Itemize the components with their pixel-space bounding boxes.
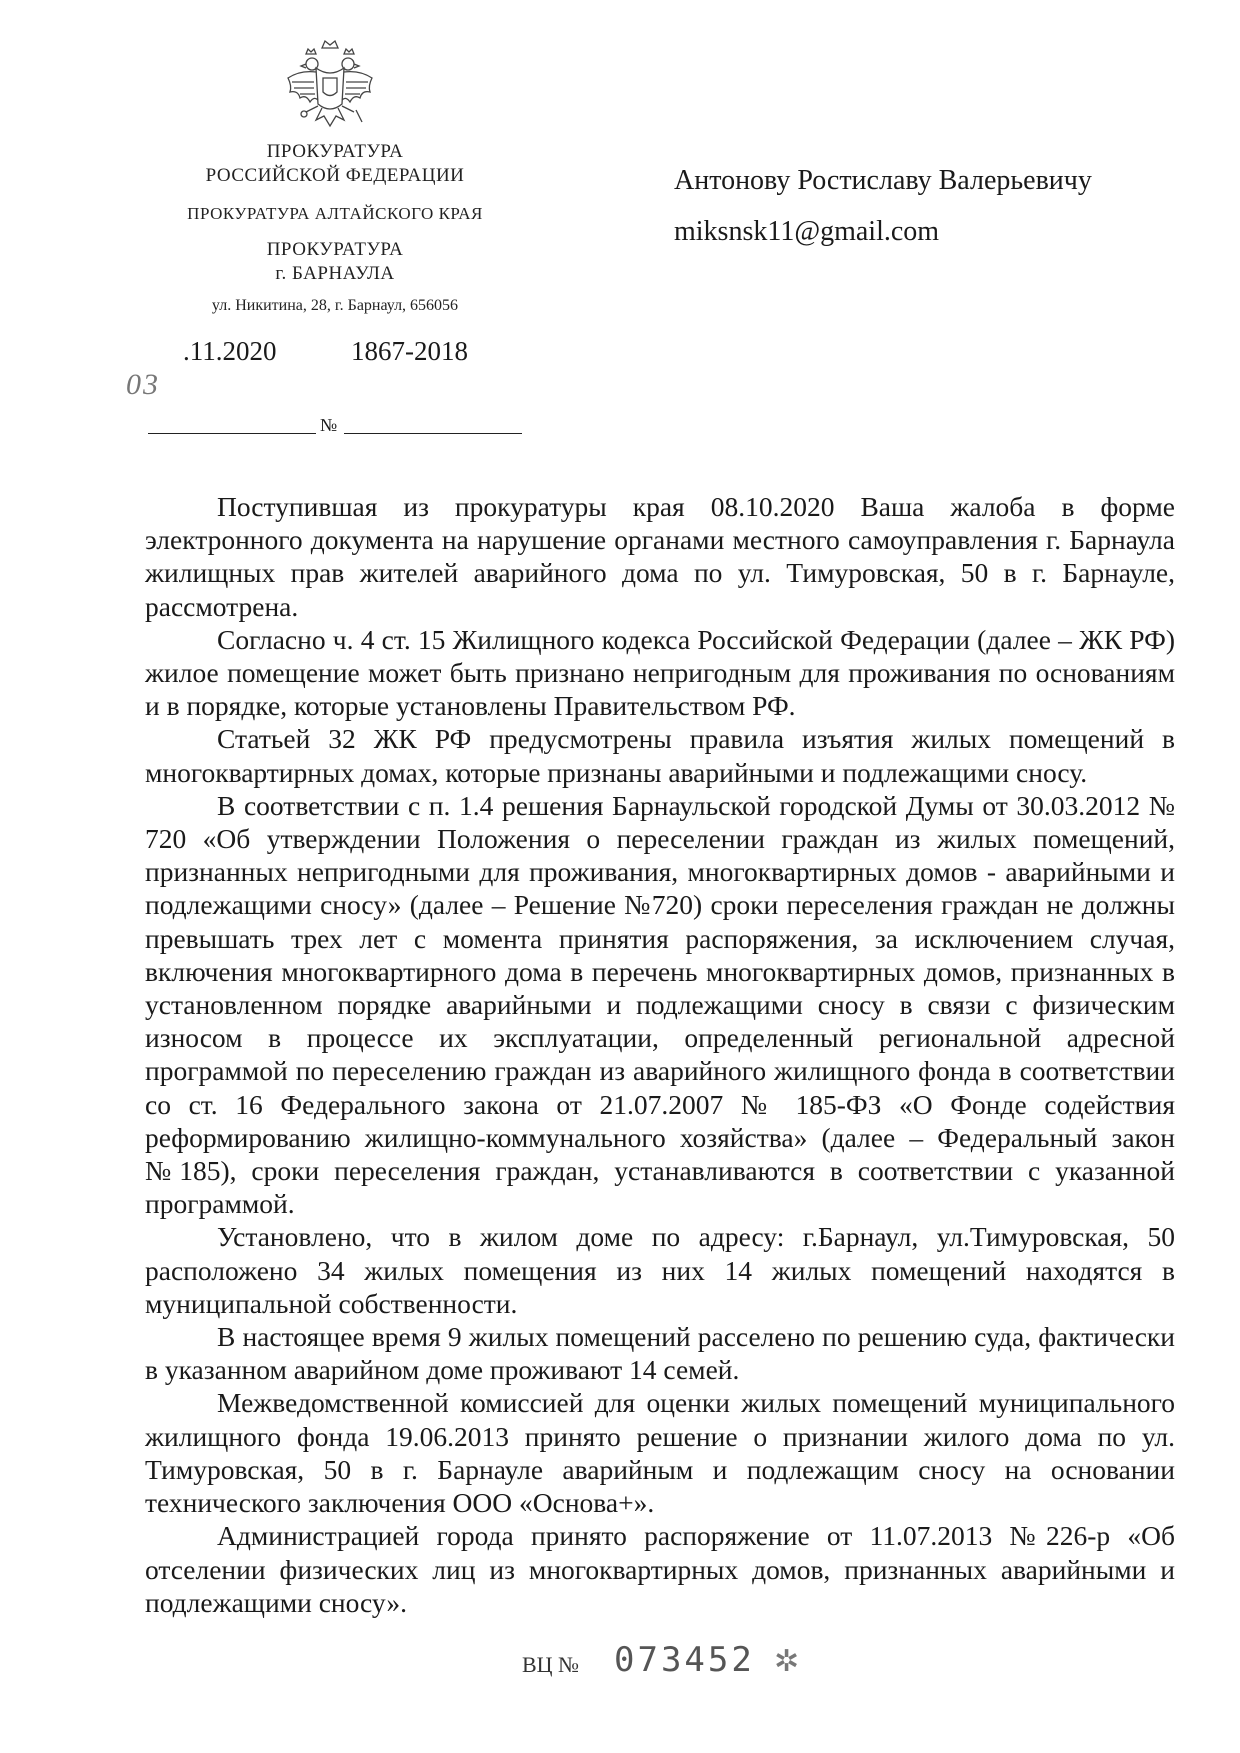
addressee-name: Антонову Ростиславу Валерьевичу [674,165,1092,196]
registration-number: 1867-2018 [351,336,468,366]
handwritten-mark: 03 [126,368,160,401]
number-line [148,408,522,436]
coat-of-arms-icon [282,34,378,138]
letter-body [145,490,1175,1619]
org-city-line-2: г. БАРНАУЛА [275,263,395,284]
document-date: .11.2020 [183,336,277,366]
snowflake-mark-icon: ✲ [774,1645,800,1678]
number-sign: № [320,415,338,435]
org-line-2: РОССИЙСКОЙ ФЕДЕРАЦИИ [205,165,465,186]
org-line-1: ПРОКУРАТУРА [266,141,404,162]
paragraph-8: Администрацией города принято распоряжение от 11.07.2013 №226-р «Об отселении физических лиц из многоквартирных домов, признанных аварийными и подлежащими сносу». [145,1520,1175,1618]
paragraph-1: Поступившая из прокуратуры края 08.10.2020 Ваша жалоба в форме электронного документа на нарушение органами местного самоуправления г. Барнаула жилищных прав жителей аварийного дома по ул. Тимуровская, 50 в г. Барнауле, рассмотрена. [145,491,1175,622]
paragraph-6: В настоящее время 9 жилых помещений расселено по решению суда, фактически в указанном аварийном доме проживают 14 семей. [145,1321,1175,1386]
serial-number: 073452 [614,1640,755,1680]
paragraph-3: Статьей 32 ЖК РФ предусмотрены правила изъятия жилых помещений в многоквартирных домах, которые признаны аварийными и подлежащими сносу. [145,723,1175,788]
serial-prefix: ВЦ № [522,1652,580,1677]
org-city-line-1: ПРОКУРАТУРА [266,239,404,260]
number-line-left [148,433,316,434]
org-name [140,140,530,188]
paragraph-2: Согласно ч. 4 ст. 15 Жилищного кодекса Российской Федерации (далее – ЖК РФ) жилое помещение может быть признано непригодным для проживания по основаниям и в порядке, которые установлены Правительством РФ. [145,623,1175,722]
paragraph-5: Установлено, что в жилом доме по адресу: г.Барнаул, ул.Тимуровская, 50 расположено 34 жилых помещения из них 14 жилых помещений находятся в муниципальной собственности. [145,1221,1175,1319]
org-region: ПРОКУРАТУРА АЛТАЙСКОГО КРАЯ [187,204,483,223]
paragraph-7: Межведомственной комиссией для оценки жилых помещений муниципального жилищного фонда 19.06.2013 принято решение о признании жилого дома по ул. Тимуровская, 50 в г. Барнауле аварийным и подлежащим сносу на основании технического заключения ООО «Основа+». [145,1387,1175,1519]
org-city [140,238,530,286]
addressee-email: miksnsk11@gmail.com [674,216,940,247]
org-address: ул. Никитина, 28, г. Барнаул, 656056 [211,297,459,314]
paragraph-4: В соответствии с п. 1.4 решения Барнаульской городской Думы от 30.03.2012 № 720 «Об утверждении Положения о переселении граждан из жилых помещений, признанных непригодными для проживания, многоквартирных домов - аварийными и подлежащими сносу» (далее – Решение №720) сроки переселения граждан не должны превышать трех лет с момента принятия распоряжения, за исключением случая, включения многоквартирного дома в перечень многоквартирных домов, признанных в установленном порядке аварийными и подлежащими сносу в связи с физическим износом в процессе их эксплуатации, определенный региональной адресной программой по переселению граждан из аварийного жилищного фонда в соответствии со ст. 16 Федерального закона от 21.07.2007 № 185-ФЗ «О Фонде содействия реформированию жилищно-коммунального хозяйства» (далее – Федеральный закон №185), сроки переселения граждан, устанавливаются в соответствии с указанной программой. [145,789,1175,1220]
number-line-right [344,433,522,434]
